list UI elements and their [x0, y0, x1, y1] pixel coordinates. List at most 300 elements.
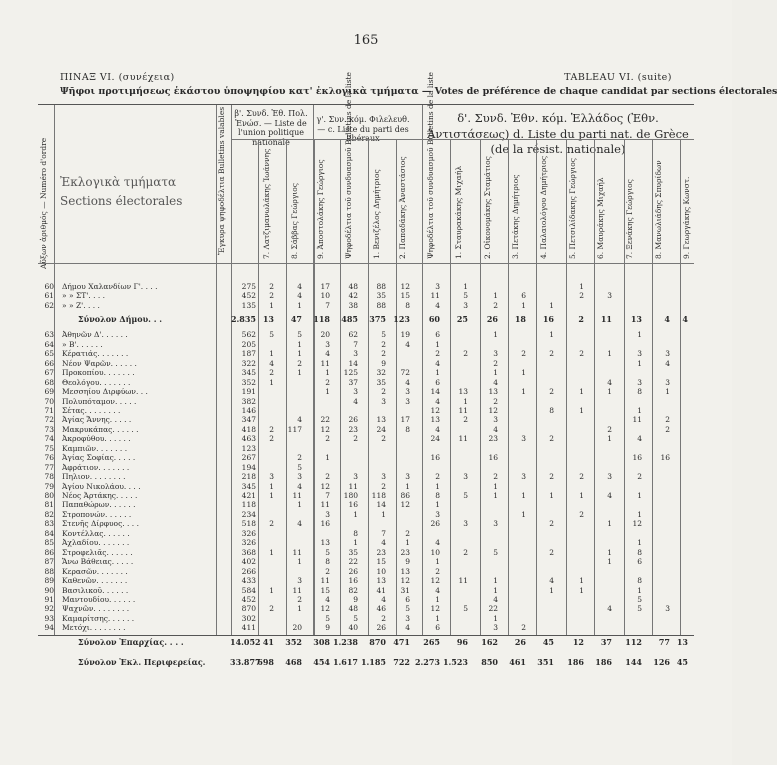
- vote-cell: 1: [607, 387, 612, 397]
- group-beta-header: β'. Συνδ. Ἐθ. Πολ. Ἑνώσ. — Liste de l'union politique nationale: [234, 109, 308, 147]
- vote-cell: 308: [313, 636, 330, 647]
- vote-cell: 12: [430, 576, 440, 586]
- vote-cell: 1: [607, 349, 612, 359]
- vote-cell: 3: [353, 349, 358, 359]
- vote-cell: 4: [405, 339, 410, 349]
- vote-cell: 3: [405, 613, 410, 623]
- vote-cell: 14: [348, 358, 358, 368]
- vote-cell: 2: [435, 349, 440, 359]
- vote-cell: 345: [241, 368, 256, 378]
- vote-cell: 22: [348, 557, 358, 567]
- vote-cell: 1: [269, 547, 274, 557]
- vote-cell: 1.523: [442, 656, 468, 667]
- vote-cell: 11: [320, 576, 330, 586]
- vote-cell: 2: [463, 547, 468, 557]
- vote-cell: 1: [521, 491, 526, 500]
- vote-cell: 18: [514, 314, 526, 325]
- section-name: Καμαρίτσης. . . . . .: [62, 613, 135, 623]
- vote-cell: 382: [241, 396, 256, 406]
- vote-cell: 2: [325, 377, 330, 387]
- vote-cell: 2: [269, 291, 274, 301]
- section-name: Καμπιῶν. . . . . . .: [62, 443, 128, 453]
- section-name: Ἁγίου Νικολάου. . . .: [62, 481, 141, 491]
- vote-cell: 3: [405, 472, 410, 482]
- vote-cell: 3: [637, 349, 642, 359]
- vote-cell: 26: [514, 636, 526, 647]
- vote-cell: 418: [241, 424, 256, 434]
- vote-cell: 5: [637, 594, 642, 604]
- vote-cell: 24: [430, 434, 440, 444]
- vote-cell: 13: [376, 576, 386, 586]
- vote-cell: 2: [381, 613, 386, 623]
- vote-cell: 421: [241, 491, 256, 500]
- vote-cell: 1: [549, 585, 554, 595]
- vote-cell: 265: [423, 636, 440, 647]
- section-name: » Β'. . . . . .: [62, 339, 103, 349]
- vote-cell: 4: [297, 481, 302, 491]
- section-name: Ἀθηνῶν Δ'. . . . . .: [62, 330, 128, 340]
- vote-cell: 5: [269, 330, 274, 340]
- vote-cell: 234: [241, 509, 256, 519]
- vote-cell: 4: [297, 291, 302, 301]
- vote-cell: 187: [241, 349, 256, 359]
- vote-cell: 118: [241, 500, 256, 510]
- vote-cell: 3: [665, 377, 670, 387]
- vote-cell: 4: [493, 377, 498, 387]
- vote-cell: 8: [637, 547, 642, 557]
- vote-cell: 2: [381, 434, 386, 444]
- vote-cell: 23: [488, 434, 498, 444]
- vote-cell: 2: [297, 453, 302, 463]
- vote-cell: 4: [664, 314, 670, 325]
- group-delta-header: δ'. Συνδ. Ἐθν. κόμ. Ἑλλάδος (Ἐθν. Ἀντιστάσεως) d. Liste du parti nat. de Grèce (de la résist. nationale): [427, 111, 689, 157]
- vote-cell: 1: [637, 358, 642, 368]
- vote-cell: 1: [269, 377, 274, 387]
- table-header-left: ΠΙΝΑΞ VI. (συνέχεια): [60, 72, 175, 83]
- vote-cell: 1: [521, 368, 526, 378]
- vote-cell: 1: [269, 300, 274, 310]
- vote-cell: 3: [463, 300, 468, 310]
- section-name: Ἀφράτιον. . . . . . .: [62, 462, 130, 472]
- vote-cell: 2: [435, 472, 440, 482]
- vote-cell: 3: [297, 472, 302, 482]
- vote-cell: 1: [493, 576, 498, 586]
- row-number: 60: [44, 282, 54, 291]
- vote-cell: 3: [353, 472, 358, 482]
- vote-cell: 1: [297, 300, 302, 310]
- vote-cell: 4: [297, 519, 302, 529]
- vote-cell: 2: [405, 528, 410, 538]
- vote-cell: 1: [325, 387, 330, 397]
- vote-cell: 35: [376, 377, 386, 387]
- vote-cell: 96: [456, 636, 468, 647]
- vote-cell: 46: [376, 604, 386, 614]
- vote-cell: 10: [430, 547, 440, 557]
- vote-cell: 205: [241, 339, 256, 349]
- vote-cell: 1: [493, 585, 498, 595]
- vote-cell: 194: [241, 462, 256, 472]
- vote-cell: 2: [325, 434, 330, 444]
- vote-cell: 77: [658, 636, 670, 647]
- vote-cell: 2: [549, 472, 554, 482]
- section-name: Πολυπόταμον. . . . .: [62, 396, 137, 406]
- vote-cell: 452: [241, 291, 256, 301]
- vote-cell: 1: [579, 491, 584, 500]
- sections-header: [60, 173, 182, 211]
- table-subtitle: Ψῆφοι προτιμήσεως ἑκάστου ὑποψηφίου κατ' ἐκλογικὰ τμήματα — Votes de préférence de chaque candidat par sections électorales: [60, 86, 777, 97]
- vote-cell: 13: [430, 415, 440, 425]
- vote-cell: 4: [381, 538, 386, 548]
- gamma-col-header: 1. Βενιζέλος Δημήτριος: [372, 169, 381, 259]
- vote-cell: 3: [381, 472, 386, 482]
- vote-cell: 26: [486, 314, 498, 325]
- row-number: 89: [44, 576, 54, 586]
- vote-cell: 1: [637, 330, 642, 340]
- vote-cell: 16: [320, 519, 330, 529]
- row-rule: [38, 263, 694, 264]
- row-number: 65: [44, 349, 54, 359]
- row-number: 72: [44, 415, 54, 425]
- vote-cell: 1: [269, 349, 274, 359]
- vote-cell: 1: [521, 387, 526, 397]
- valid-ballots-header: Ἔγκυρα ψηφοδέλτια Bulletins valables: [217, 106, 226, 255]
- section-name: » » Ζ'. . . .: [62, 300, 100, 310]
- vote-cell: 1: [549, 330, 554, 340]
- vote-cell: 1: [297, 368, 302, 378]
- vote-cell: 13: [400, 566, 410, 576]
- vote-cell: 8: [637, 387, 642, 397]
- vote-cell: 471: [393, 636, 410, 647]
- vote-cell: 1: [637, 491, 642, 500]
- vote-cell: 12: [572, 636, 584, 647]
- vote-cell: 1: [521, 509, 526, 519]
- vote-cell: 125: [343, 368, 358, 378]
- delta-col-header: Ψηφοδέλτια τοῦ συνδυασμοῦ Bulletins de la liste: [426, 72, 435, 259]
- vote-cell: 2: [381, 481, 386, 491]
- vote-cell: 1: [435, 339, 440, 349]
- delta-col-header: 1. Σταυρακάκης Μιχαήλ: [454, 165, 463, 259]
- section-name: Νέος Ἀρτάκης. . . . .: [62, 491, 138, 500]
- vote-cell: 368: [241, 547, 256, 557]
- row-number: 90: [44, 585, 54, 595]
- vote-cell: 2: [435, 566, 440, 576]
- row-number: 66: [44, 358, 54, 368]
- vote-cell: 7: [325, 491, 330, 500]
- vote-cell: 2.835: [230, 314, 256, 325]
- vote-cell: 275: [241, 282, 256, 291]
- vote-cell: 12: [430, 604, 440, 614]
- vote-cell: 11: [348, 481, 358, 491]
- vote-cell: 2.273: [414, 656, 440, 667]
- vote-cell: 117: [287, 424, 302, 434]
- group-gamma-header: γ'. Συν. κόμ. Φιλελευθ. — c. Liste du parti des libéraux: [316, 115, 410, 144]
- vote-cell: 518: [241, 519, 256, 529]
- vote-cell: 2: [269, 604, 274, 614]
- vote-cell: 322: [241, 358, 256, 368]
- vote-cell: 5: [297, 330, 302, 340]
- vote-cell: 1: [435, 481, 440, 491]
- vote-cell: 2: [578, 314, 584, 325]
- vote-cell: 8: [637, 576, 642, 586]
- vote-cell: 1: [665, 387, 670, 397]
- vote-cell: 1: [579, 405, 584, 415]
- vote-cell: 2: [579, 291, 584, 301]
- vote-cell: 162: [481, 636, 498, 647]
- vote-cell: 850: [481, 656, 498, 667]
- vote-cell: 8: [405, 424, 410, 434]
- vote-cell: 5: [463, 604, 468, 614]
- section-name: Σύνολον Ἐκλ. Περιφερείας.: [78, 656, 206, 667]
- section-name: Θεολόγου. . . . . . .: [62, 377, 131, 387]
- vote-cell: 13: [676, 636, 688, 647]
- vote-cell: 4: [353, 396, 358, 406]
- vote-cell: 26: [430, 519, 440, 529]
- delta-col-header: 9. Γεωργάκης Κωνστ.: [682, 176, 691, 259]
- vote-cell: 11: [632, 415, 642, 425]
- vote-cell: 118: [313, 314, 330, 325]
- sections-header-fr: Sections électorales: [60, 194, 183, 209]
- vote-cell: 26: [376, 623, 386, 633]
- vote-cell: 1: [579, 387, 584, 397]
- vote-cell: 1: [493, 368, 498, 378]
- vote-cell: 9: [325, 623, 330, 633]
- section-name: Στενῆς Δίρφυος. . . .: [62, 519, 139, 529]
- row-number: 64: [44, 339, 54, 349]
- vote-cell: 2: [269, 282, 274, 291]
- vote-cell: 2: [493, 300, 498, 310]
- vote-cell: 7: [381, 528, 386, 538]
- vote-cell: 15: [320, 585, 330, 595]
- vote-cell: 3: [665, 604, 670, 614]
- vote-cell: 2: [493, 396, 498, 406]
- row-number: 91: [44, 594, 54, 604]
- vote-cell: 8: [435, 491, 440, 500]
- vote-cell: 12: [320, 604, 330, 614]
- section-name: Στροφελιᾶς. . . . . .: [62, 547, 133, 557]
- vote-cell: 1.617: [332, 656, 358, 667]
- vote-cell: 5: [463, 491, 468, 500]
- vote-cell: 12: [488, 405, 498, 415]
- vote-cell: 1: [637, 405, 642, 415]
- vote-cell: 1: [435, 500, 440, 510]
- vote-cell: 4: [493, 424, 498, 434]
- vote-cell: 11: [458, 576, 468, 586]
- vote-cell: 345: [241, 481, 256, 491]
- vote-cell: 16: [542, 314, 554, 325]
- row-number: 61: [44, 291, 54, 301]
- vote-cell: 62: [348, 330, 358, 340]
- delta-col-header: 2. Οἰκονομάκης Σταμάτιος: [483, 156, 492, 259]
- vote-cell: 1: [579, 282, 584, 291]
- vote-cell: 266: [241, 566, 256, 576]
- vote-cell: 2: [607, 424, 612, 434]
- vote-cell: 218: [241, 472, 256, 482]
- vote-cell: 1: [607, 519, 612, 529]
- vote-cell: 13: [262, 314, 274, 325]
- vote-cell: 123: [241, 443, 256, 453]
- vote-cell: 454: [313, 656, 330, 667]
- vote-cell: 112: [625, 636, 642, 647]
- vote-cell: 13: [488, 387, 498, 397]
- vote-cell: 2: [549, 434, 554, 444]
- vote-cell: 5: [325, 613, 330, 623]
- section-name: Ψαχνῶν. . . . . . . .: [62, 604, 130, 614]
- section-name: Νέον Ψαρῶν. . . . . .: [62, 358, 137, 368]
- vote-cell: 12: [400, 576, 410, 586]
- vote-cell: 3: [493, 415, 498, 425]
- vote-cell: 16: [632, 453, 642, 463]
- vote-cell: 26: [348, 566, 358, 576]
- vote-cell: 870: [241, 604, 256, 614]
- row-number: 79: [44, 481, 54, 491]
- vote-cell: 1: [353, 538, 358, 548]
- section-name: Σύνολον Ἐπαρχίας. . . .: [78, 636, 184, 647]
- vote-cell: 11: [458, 434, 468, 444]
- vote-cell: 8: [405, 300, 410, 310]
- vote-cell: 2: [549, 387, 554, 397]
- vote-cell: 48: [348, 604, 358, 614]
- vote-cell: 23: [400, 547, 410, 557]
- vote-cell: 12: [320, 424, 330, 434]
- vote-cell: 20: [292, 623, 302, 633]
- vote-cell: 3: [665, 349, 670, 359]
- vote-cell: 461: [509, 656, 526, 667]
- vote-cell: 4: [405, 377, 410, 387]
- vote-cell: 1: [435, 557, 440, 567]
- vote-cell: 3: [405, 387, 410, 397]
- section-name: Ἁγίας Ἄννης. . . . .: [62, 415, 132, 425]
- vote-cell: 23: [376, 547, 386, 557]
- section-name: Ἁγίας Σοφίας. . . . .: [62, 453, 136, 463]
- vote-cell: 19: [400, 330, 410, 340]
- vote-cell: 1: [325, 368, 330, 378]
- row-number: 70: [44, 396, 54, 406]
- vote-cell: 562: [241, 330, 256, 340]
- section-name: Καθενῶν. . . . . . .: [62, 576, 128, 586]
- row-number: 88: [44, 566, 54, 576]
- vote-cell: 870: [369, 636, 386, 647]
- vote-cell: 3: [607, 472, 612, 482]
- vote-cell: 14: [430, 387, 440, 397]
- vote-cell: 1: [463, 396, 468, 406]
- vote-cell: 22: [320, 415, 330, 425]
- vote-cell: 35: [348, 547, 358, 557]
- vote-cell: 8: [353, 528, 358, 538]
- vote-cell: 4: [381, 594, 386, 604]
- vote-cell: 2: [269, 519, 274, 529]
- vote-cell: 86: [400, 491, 410, 500]
- vote-cell: 6: [435, 623, 440, 633]
- vote-cell: 326: [241, 538, 256, 548]
- vote-cell: 9: [405, 557, 410, 567]
- vote-cell: 186: [595, 656, 612, 667]
- delta-col-header: 6. Μαυράκης Μιχαήλ: [596, 177, 605, 259]
- vote-cell: 41: [262, 636, 274, 647]
- vote-cell: 326: [241, 528, 256, 538]
- vote-cell: 23: [348, 424, 358, 434]
- row-rule: [231, 139, 694, 140]
- vote-cell: 5: [381, 330, 386, 340]
- vote-cell: 4: [435, 424, 440, 434]
- vote-cell: 2: [493, 472, 498, 482]
- vote-cell: 35: [376, 291, 386, 301]
- vote-cell: 4: [607, 491, 612, 500]
- vote-cell: 37: [348, 377, 358, 387]
- vote-cell: 1: [435, 613, 440, 623]
- section-name: Κοντέλλας. . . . . .: [62, 528, 130, 538]
- row-number: 73: [44, 424, 54, 434]
- vote-cell: 7: [353, 339, 358, 349]
- vote-cell: 2: [381, 387, 386, 397]
- section-name: Σύνολον Δήμου. . .: [78, 314, 163, 325]
- vote-cell: 2: [521, 623, 526, 633]
- vote-cell: 45: [542, 636, 554, 647]
- vote-cell: 1: [297, 500, 302, 510]
- vote-cell: 146: [241, 405, 256, 415]
- delta-col-header: 3. Πετάκης Δημήτριος: [511, 174, 520, 259]
- vote-cell: 16: [348, 576, 358, 586]
- vote-cell: 1: [463, 282, 468, 291]
- vote-cell: 6: [435, 330, 440, 340]
- section-name: Μακρυκάπας. . . . . .: [62, 424, 139, 434]
- vote-cell: 5: [297, 462, 302, 472]
- vote-cell: 17: [400, 415, 410, 425]
- vote-cell: 1: [607, 434, 612, 444]
- table-row: [38, 301, 694, 311]
- vote-cell: 1: [269, 491, 274, 500]
- vote-cell: 6: [521, 291, 526, 301]
- vote-cell: 8: [325, 557, 330, 567]
- vote-cell: 2: [579, 472, 584, 482]
- vote-cell: 4: [637, 434, 642, 444]
- vote-cell: 12: [400, 282, 410, 291]
- vote-cell: 3: [607, 291, 612, 301]
- vote-cell: 3: [325, 339, 330, 349]
- vote-cell: 3: [463, 472, 468, 482]
- vote-cell: 352: [241, 377, 256, 387]
- vote-cell: 40: [348, 623, 358, 633]
- vote-cell: 4: [297, 415, 302, 425]
- vote-cell: 17: [320, 282, 330, 291]
- vote-cell: 31: [400, 585, 410, 595]
- vote-cell: 2: [269, 424, 274, 434]
- section-name: Παπαθώρων. . . . . .: [62, 500, 136, 510]
- vote-cell: 11: [320, 358, 330, 368]
- vote-cell: 1: [579, 585, 584, 595]
- row-number: 69: [44, 387, 54, 397]
- vote-cell: 1: [637, 585, 642, 595]
- vote-cell: 2: [521, 349, 526, 359]
- row-number: 68: [44, 377, 54, 387]
- row-number: 67: [44, 368, 54, 378]
- vote-cell: 2: [325, 472, 330, 482]
- vote-cell: 9: [381, 358, 386, 368]
- section-name: Σέτας. . . . . . . .: [62, 405, 121, 415]
- vote-cell: 3: [435, 282, 440, 291]
- vote-cell: 3: [405, 396, 410, 406]
- row-number: 81: [44, 500, 54, 510]
- vote-cell: 1.185: [360, 656, 386, 667]
- row-number: 78: [44, 472, 54, 482]
- vote-cell: 1: [549, 491, 554, 500]
- section-name: Ἀχλαδίου. . . . . . .: [62, 538, 130, 548]
- section-name: Δήμου Χαλανδίων Γ'. . . .: [62, 282, 158, 291]
- vote-cell: 3: [493, 519, 498, 529]
- vote-cell: 13: [458, 387, 468, 397]
- vote-cell: 2: [325, 566, 330, 576]
- vote-cell: 463: [241, 434, 256, 444]
- vote-cell: 1: [297, 349, 302, 359]
